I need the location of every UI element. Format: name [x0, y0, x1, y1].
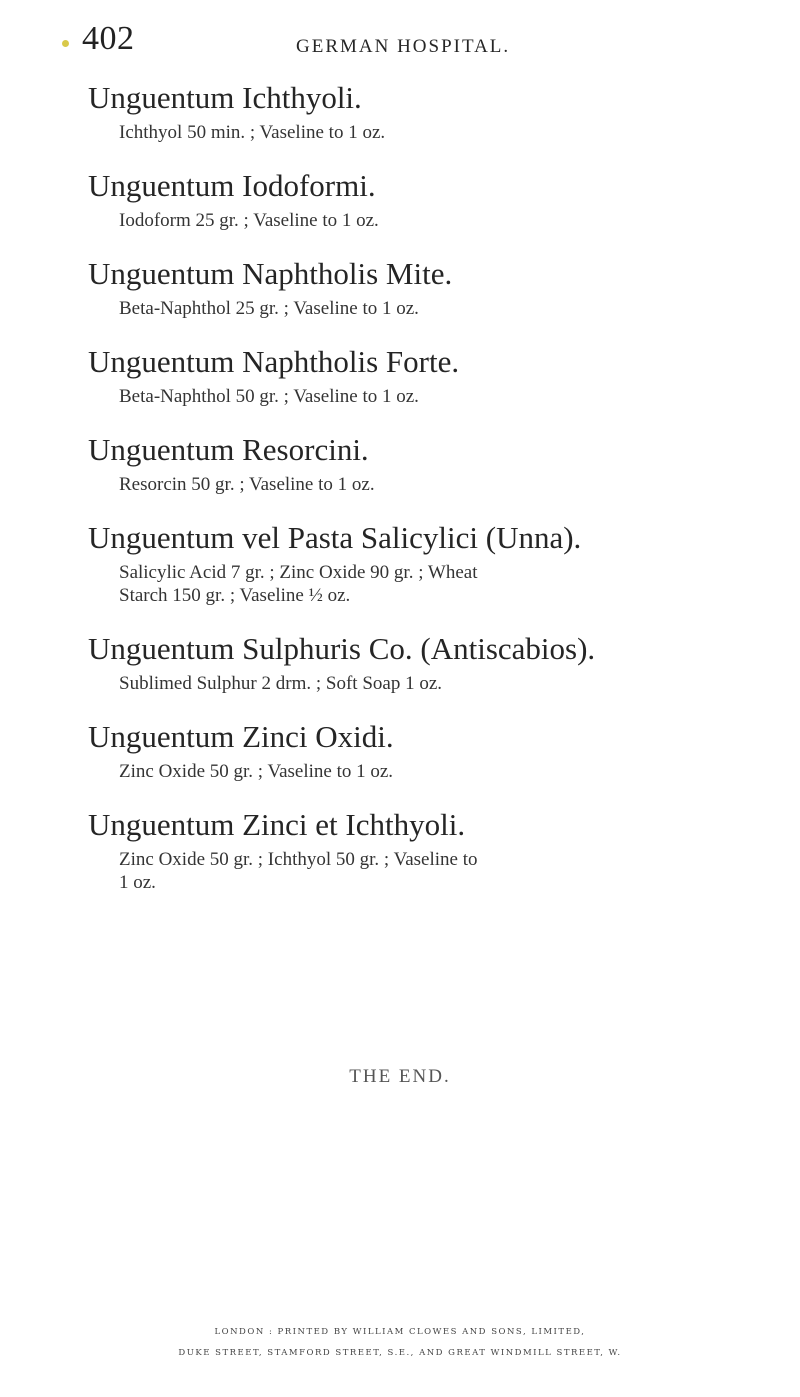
imprint-line: DUKE STREET, STAMFORD STREET, S.E., AND GREAT WINDMILL STREET, W.	[178, 1348, 622, 1358]
printer-imprint	[0, 1322, 800, 1364]
recipe-entry	[88, 631, 758, 695]
recipe-ingredients: Zinc Oxide 50 gr. ; Vaseline to 1 oz.	[119, 761, 394, 782]
recipe-title: Unguentum Zinci et Ichthyoli.	[88, 807, 466, 842]
recipe-entry	[88, 256, 758, 320]
recipe-ingredients: Iodoform 25 gr. ; Vaseline to 1 oz.	[119, 210, 379, 231]
recipe-entry	[88, 80, 758, 144]
recipe-ingredients: Sublimed Sulphur 2 drm. ; Soft Soap 1 oz.	[119, 673, 442, 694]
recipe-list	[88, 80, 758, 918]
recipe-title: Unguentum vel Pasta Salicylici (Unna).	[88, 520, 582, 555]
recipe-ingredients: Beta-Naphthol 50 gr. ; Vaseline to 1 oz.	[119, 386, 419, 407]
recipe-title: Unguentum Resorcini.	[88, 432, 369, 467]
recipe-title: Unguentum Iodoformi.	[88, 168, 376, 203]
recipe-ingredients-line: Salicylic Acid 7 gr. ; Zinc Oxide 90 gr. ; Wheat	[119, 562, 478, 583]
page-number: 402	[82, 20, 135, 57]
recipe-entry	[88, 520, 758, 607]
recipe-ingredients-continuation: 1 oz.	[119, 872, 156, 893]
recipe-entry	[88, 432, 758, 496]
recipe-entry	[88, 719, 758, 783]
recipe-ingredients: Beta-Naphthol 25 gr. ; Vaseline to 1 oz.	[119, 298, 419, 319]
the-end-heading: THE END.	[349, 1066, 451, 1087]
running-head	[0, 12, 800, 62]
recipe-ingredients: Ichthyol 50 min. ; Vaseline to 1 oz.	[119, 122, 386, 143]
recipe-title: Unguentum Sulphuris Co. (Antiscabios).	[88, 631, 596, 666]
recipe-title: Unguentum Naphtholis Forte.	[88, 344, 460, 379]
imprint-line: LONDON : PRINTED BY WILLIAM CLOWES AND SONS, LIMITED,	[214, 1327, 586, 1337]
recipe-entry	[88, 807, 758, 894]
recipe-ingredients: Resorcin 50 gr. ; Vaseline to 1 oz.	[119, 474, 375, 495]
recipe-title: Unguentum Zinci Oxidi.	[88, 719, 394, 754]
recipe-ingredients	[119, 561, 758, 607]
recipe-title: Unguentum Naphtholis Mite.	[88, 256, 453, 291]
recipe-ingredients-continuation: Starch 150 gr. ; Vaseline ½ oz.	[119, 585, 351, 606]
recipe-ingredients-line: Zinc Oxide 50 gr. ; Ichthyol 50 gr. ; Vaseline to	[119, 849, 478, 870]
running-title: GERMAN HOSPITAL.	[296, 36, 511, 57]
recipe-entry	[88, 168, 758, 232]
recipe-entry	[88, 344, 758, 408]
recipe-ingredients	[119, 848, 758, 894]
recipe-title: Unguentum Ichthyoli.	[88, 80, 362, 115]
